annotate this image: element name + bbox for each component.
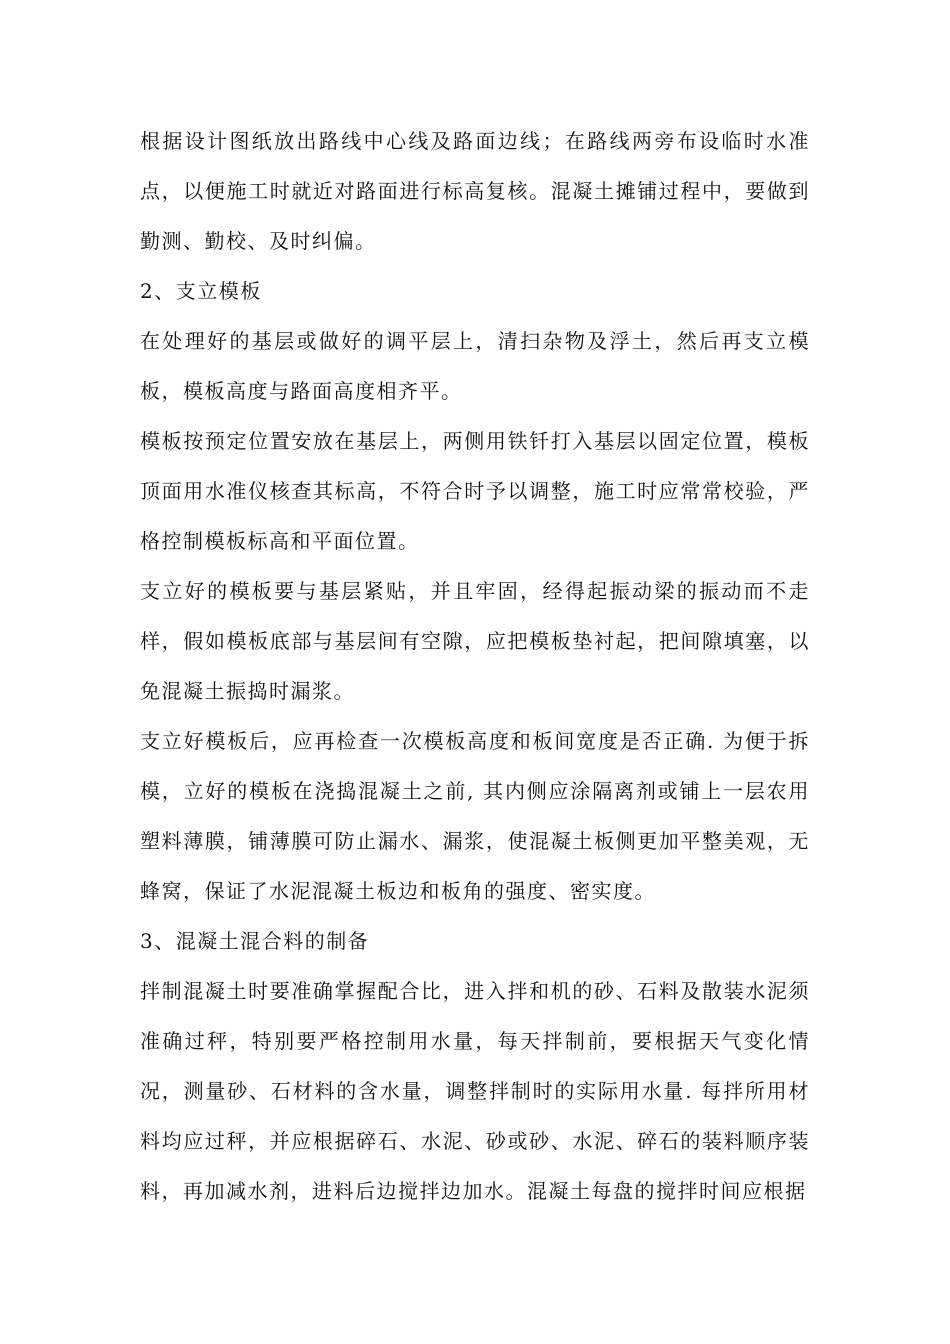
paragraph-formwork-position: 模板按预定位置安放在基层上，两侧用铁钎打入基层以固定位置，模板顶面用水准仪核查其标高，不符合时予以调整，施工时应常常校验，严格控制模板标高和平面位置。	[140, 429, 810, 553]
paragraph-formwork-check: 支立好模板后，应再检查一次模板高度和板间宽度是否正确. 为便于拆模，立好的模板在浇捣混凝土之前, 其内侧应涂隔离剂或铺上一层农用塑料薄膜，铺薄膜可防止漏水、漏浆，使混凝土板侧更加平整美观，无蜂窝，保证了水泥混凝土板边和板角的强度、密实度。	[140, 729, 810, 903]
paragraph-concrete-mix: 拌制混凝土时要准确掌握配合比，进入拌和机的砂、石料及散装水泥须准确过秤，特别要严格控制用水量，每天拌制前，要根据天气变化情况，测量砂、石材料的含水量，调整拌制时的实际用水量. 每拌所用材料均应过秤，并应根据碎石、水泥、砂或砂、水泥、碎石的装料顺序装料，再加减水剂，进料后边搅拌边加水。混凝土每盘的搅拌时间应根据	[140, 979, 810, 1203]
section-heading-formwork: 2、支立模板	[140, 279, 262, 303]
paragraph-formwork-fit: 支立好的模板要与基层紧贴，并且牢固，经得起振动梁的振动而不走样，假如模板底部与基层间有空隙，应把模板垫衬起，把间隙填塞，以免混凝土振捣时漏浆。	[140, 579, 810, 703]
section-heading-concrete-mix: 3、混凝土混合料的制备	[140, 929, 370, 953]
paragraph-survey: 根据设计图纸放出路线中心线及路面边线；在路线两旁布设临时水准点，以便施工时就近对路面进行标高复核。混凝土摊铺过程中，要做到勤测、勤校、及时纠偏。	[140, 129, 810, 253]
document-body	[140, 116, 810, 1216]
paragraph-formwork-setup: 在处理好的基层或做好的调平层上，清扫杂物及浮土，然后再支立模板，模板高度与路面高度相齐平。	[140, 329, 810, 403]
